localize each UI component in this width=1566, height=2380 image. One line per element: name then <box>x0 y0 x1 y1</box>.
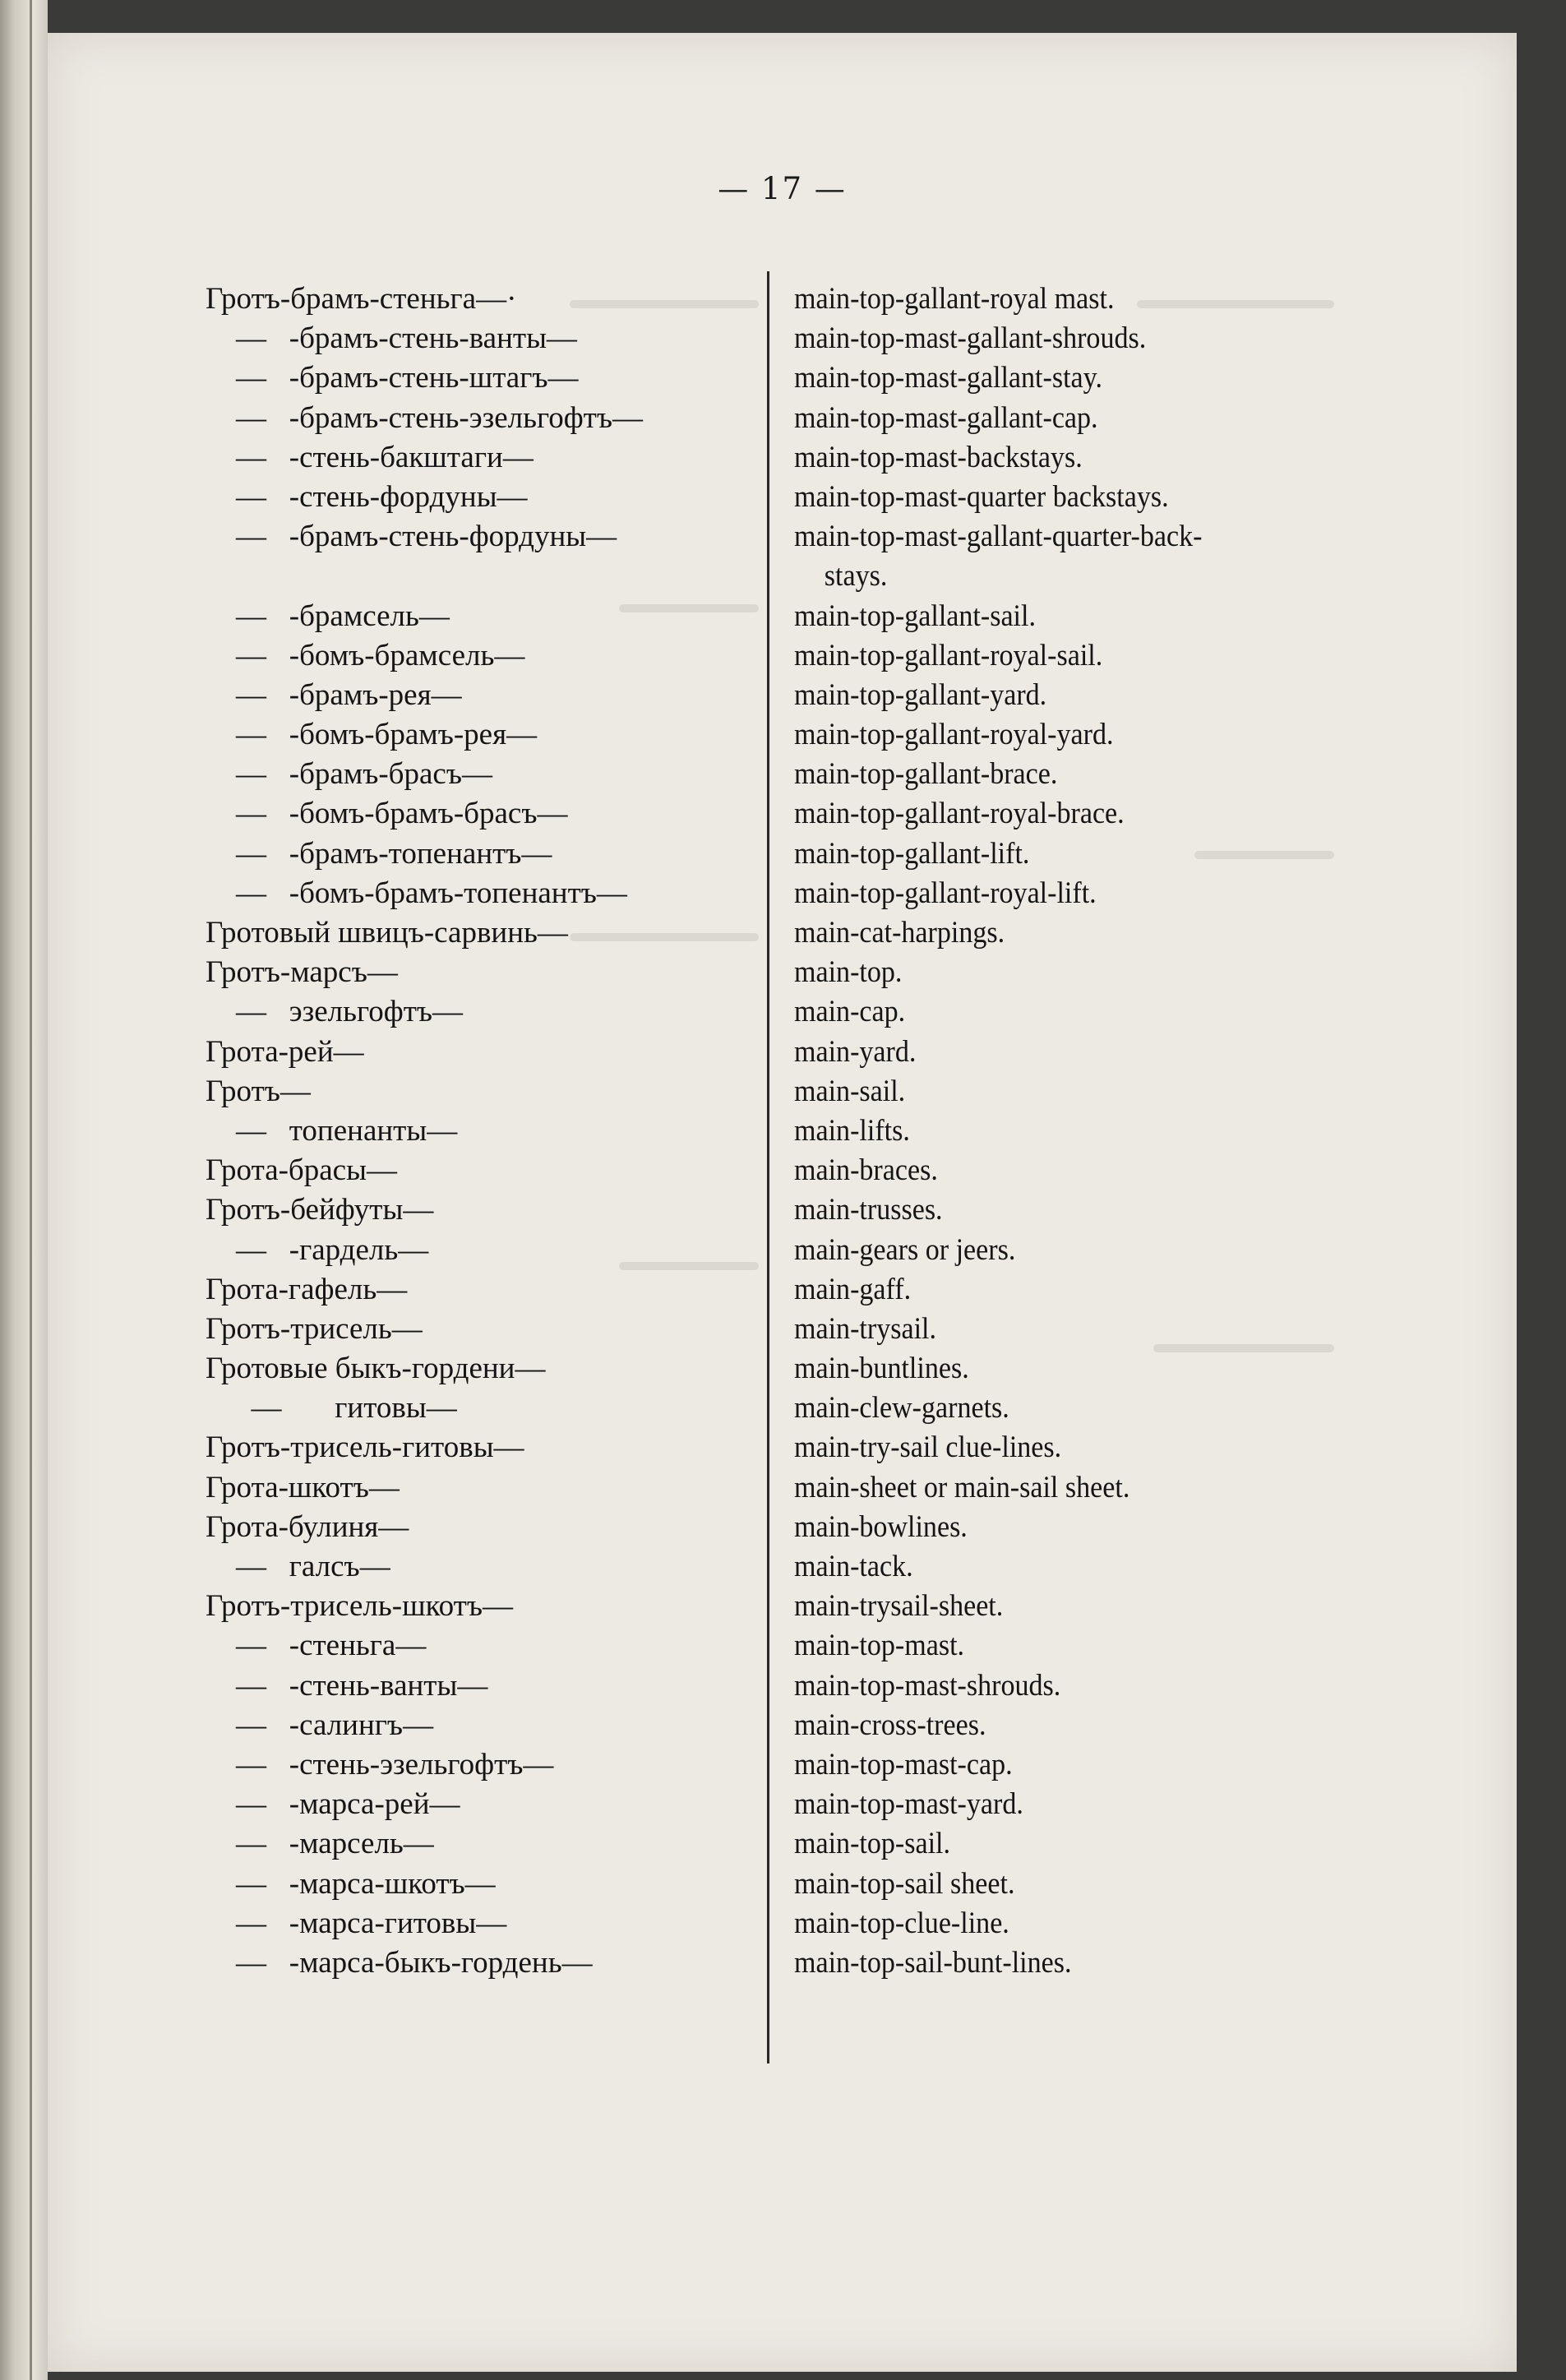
english-term: main-gaff. <box>794 1272 912 1306</box>
russian-term: Грота-рей— <box>206 1034 364 1069</box>
russian-term: — -марса-быкъ-гордень— <box>206 1945 593 1980</box>
russian-term: — топенанты— <box>206 1113 458 1148</box>
russian-terms-column <box>206 280 643 1983</box>
russian-term: — -марсель— <box>206 1827 434 1861</box>
russian-term: — -стеньга— <box>206 1629 427 1663</box>
english-term: main-top-gallant-sail. <box>794 598 1036 633</box>
russian-term: Гротъ— <box>206 1074 311 1108</box>
russian-term: — -стень-фордуны— <box>206 479 528 514</box>
russian-term: — -стень-бакштаги— <box>206 440 534 474</box>
russian-term: Гротъ-марсъ— <box>206 955 398 990</box>
russian-term: — -бомъ-брамсель— <box>206 638 525 672</box>
russian-term: — -стень-эзельгофтъ— <box>206 1747 554 1782</box>
english-term: main-trysail. <box>794 1311 937 1346</box>
russian-term: — -брамсель— <box>206 598 450 633</box>
english-term: main-top-gallant-brace. <box>794 757 1058 792</box>
english-term: main-top-gallant-royal-lift. <box>794 876 1097 910</box>
russian-term: — -брамъ-стень-ванты— <box>206 321 577 356</box>
english-term: main-top-mast-gallant-cap. <box>794 400 1098 435</box>
english-term: main-cap. <box>794 995 906 1029</box>
english-term: main-cat-harpings. <box>794 916 1005 950</box>
english-term: main-top-gallant-royal-brace. <box>794 797 1125 831</box>
russian-term: Грота-гафель— <box>206 1272 408 1306</box>
russian-term: — -брамъ-стень-эзельгофтъ— <box>206 400 643 435</box>
russian-term: — -стень-ванты— <box>206 1668 488 1703</box>
russian-term: Грота-брасы— <box>206 1153 397 1188</box>
english-term: main-lifts. <box>794 1113 910 1148</box>
russian-term-spacer <box>206 557 643 596</box>
russian-term: — -марса-шкотъ— <box>206 1866 496 1901</box>
english-term: main-top-mast-cap. <box>794 1747 1013 1782</box>
russian-term: — -бомъ-брамъ-рея— <box>206 718 538 752</box>
russian-term: — -марса-рей— <box>206 1787 460 1822</box>
english-term: main-gears or jeers. <box>794 1232 1016 1267</box>
russian-term: Гротъ-трисель-шкотъ— <box>206 1589 513 1624</box>
russian-term: — -бомъ-брамъ-топенантъ— <box>206 876 627 910</box>
english-term: main-yard. <box>794 1034 917 1069</box>
russian-term: — эзельгофтъ— <box>206 995 464 1029</box>
english-term: main-top-sail-bunt-lines. <box>794 1945 1072 1980</box>
english-term: main-braces. <box>794 1153 938 1188</box>
english-term: main-buntlines. <box>794 1352 969 1386</box>
english-term: main-sheet or main-sail sheet. <box>794 1470 1130 1504</box>
russian-term: Грота-шкотъ— <box>206 1470 400 1504</box>
english-term: main-top-mast-gallant-shrouds. <box>794 321 1147 356</box>
english-term: main-top-gallant-royal-sail. <box>794 638 1103 672</box>
english-term: main-try-sail clue-lines. <box>794 1430 1062 1465</box>
english-term: main-bowlines. <box>794 1509 968 1544</box>
english-term: main-top. <box>794 955 903 990</box>
english-terms-column <box>794 280 1202 1983</box>
english-term: main-top-mast-shrouds. <box>794 1668 1061 1703</box>
english-term: main-top-sail. <box>794 1827 951 1861</box>
russian-term: Гротъ-трисель-гитовы— <box>206 1430 524 1465</box>
english-term: main-top-mast-gallant-stay. <box>794 361 1102 395</box>
english-term: main-top-mast-gallant-quarter-back- <box>794 520 1203 554</box>
russian-term: — -брамъ-топенантъ— <box>206 836 552 871</box>
russian-term: Гротъ-бейфуты— <box>206 1193 434 1227</box>
book-spine <box>0 0 48 2380</box>
russian-term: Гротъ-трисель— <box>206 1311 423 1346</box>
russian-term: Гротовый швицъ-сарвинь— <box>206 916 568 950</box>
english-term: main-trusses. <box>794 1193 943 1227</box>
english-term: main-top-gallant-royal mast. <box>794 282 1115 316</box>
english-term: main-sail. <box>794 1074 906 1108</box>
english-term: main-trysail-sheet. <box>794 1589 1004 1624</box>
english-term: main-top-gallant-royal-yard. <box>794 718 1114 752</box>
english-term: main-top-mast-backstays. <box>794 440 1083 474</box>
russian-term: Грота-булиня— <box>206 1509 409 1544</box>
english-term: main-top-gallant-yard. <box>794 677 1047 712</box>
russian-term: — -марса-гитовы— <box>206 1906 507 1940</box>
spine-fold-line <box>30 0 32 2380</box>
page-number: — 17 — <box>718 171 847 206</box>
english-term: main-top-mast. <box>794 1629 965 1663</box>
english-term: main-tack. <box>794 1550 913 1583</box>
russian-term: — -брамъ-брасъ— <box>206 757 492 792</box>
english-term: main-top-mast-quarter backstays. <box>794 479 1169 514</box>
russian-term: — -гардель— <box>206 1232 429 1267</box>
english-term: main-cross-trees. <box>794 1708 986 1742</box>
russian-term: Гротъ-брамъ-стеньга—· <box>206 282 517 316</box>
russian-term: — -бомъ-брамъ-брасъ— <box>206 797 568 831</box>
russian-term: — -брамъ-стень-штагъ— <box>206 361 579 395</box>
english-term: main-top-mast-yard. <box>794 1787 1023 1822</box>
english-term: main-top-sail sheet. <box>794 1866 1015 1901</box>
english-term-continuation: stays. <box>824 559 888 594</box>
page-sheet <box>48 33 1517 2372</box>
russian-term: — -брамъ-рея— <box>206 677 462 712</box>
english-term: main-top-clue-line. <box>794 1906 1009 1940</box>
english-term: main-clew-garnets. <box>794 1391 1009 1426</box>
russian-term: — -брамъ-стень-фордуны— <box>206 520 617 554</box>
english-term: main-top-gallant-lift. <box>794 836 1030 871</box>
column-divider <box>767 271 769 2063</box>
russian-term: — -салингъ— <box>206 1708 434 1742</box>
russian-term: — галсъ— <box>206 1550 390 1583</box>
russian-term: Гротовые быкъ-гордени— <box>206 1352 546 1386</box>
russian-term: — гитовы— <box>206 1391 457 1426</box>
